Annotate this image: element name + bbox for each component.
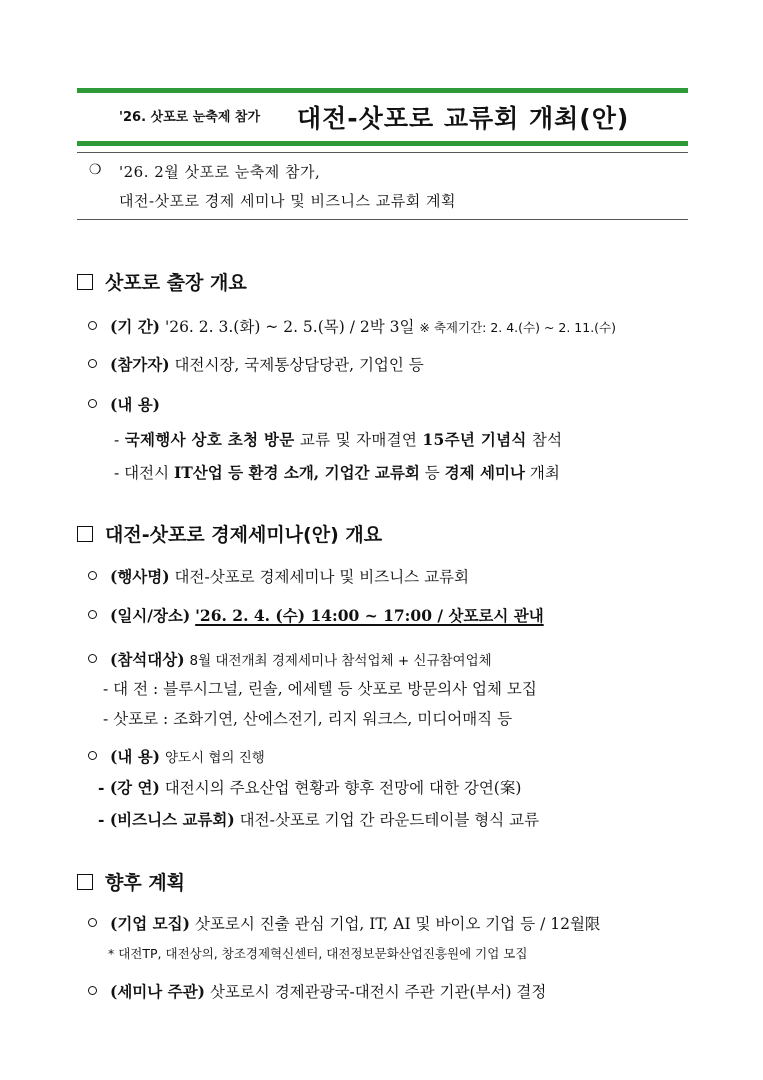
- item-label: - (강 연): [98, 778, 160, 797]
- item-label: (기업 모집): [110, 914, 190, 933]
- item-label: (세미나 주관): [110, 982, 205, 1001]
- text: - 대전시: [114, 464, 175, 482]
- item-seminar-content: [88, 745, 265, 767]
- item-value: 대전-삿포로 기업 간 라운드테이블 형식 교류: [239, 811, 540, 829]
- emphasis: 15주년 기념식: [422, 430, 527, 449]
- item-label: (일시/장소): [110, 606, 191, 625]
- circle-bullet-icon: [88, 986, 97, 995]
- item-value: 대전시의 주요산업 현황과 향후 전망에 대한 강연(案): [164, 779, 522, 797]
- item-value: 양도시 협의 진행: [164, 750, 265, 766]
- section-heading-text: 대전-삿포로 경제세미나(안) 개요: [105, 524, 383, 546]
- circle-bullet-icon: [88, 359, 97, 368]
- page-title: 대전-삿포로 교류회 개최(안): [297, 104, 630, 133]
- title-bottom-rule: [77, 141, 688, 146]
- attendees-daejeon: - 대 전 : 블루시그널, 린솔, 에세텔 등 삿포로 방문의사 업체 모집: [103, 680, 537, 698]
- checkbox-square-icon: [77, 526, 93, 542]
- item-lecture: [98, 776, 521, 798]
- emphasis: IT산업 등 환경 소개, 기업간 교류회: [174, 463, 420, 482]
- text: 참석: [526, 431, 563, 449]
- section-heading-trip: [77, 268, 247, 295]
- content-detail-1: [114, 428, 562, 450]
- summary-line-1: '26. 2월 삿포로 눈축제 참가,: [119, 163, 321, 181]
- item-host: [88, 980, 546, 1002]
- summary-line-2: 대전-삿포로 경제 세미나 및 비즈니스 교류회 계획: [119, 192, 456, 210]
- item-label: (참석대상): [110, 650, 185, 669]
- dash: -: [114, 431, 125, 449]
- item-label: (내 용): [110, 747, 161, 766]
- section-heading-text: 향후 계획: [105, 872, 186, 894]
- item-participants: [88, 353, 424, 375]
- summary-box: [77, 152, 688, 220]
- item-value: 삿포로시 경제관광국-대전시 주관 기관(부서) 결정: [209, 983, 547, 1001]
- circle-bullet-icon: [88, 654, 97, 663]
- item-value: 8월 대전개최 경제세미나 참석업체 + 신규참여업체: [189, 653, 492, 669]
- item-attendees: [88, 648, 492, 670]
- circle-bullet-icon: [88, 918, 97, 927]
- item-label: (참가자): [110, 355, 170, 374]
- emphasis: 국제행사 상호 초청 방문: [124, 430, 295, 449]
- item-label: (내 용): [110, 395, 161, 414]
- item-content: [88, 393, 160, 415]
- circle-bullet-icon: [88, 751, 97, 760]
- title-subtitle: '26. 삿포로 눈축제 참가: [119, 110, 261, 125]
- item-business-exchange: [98, 808, 539, 830]
- section-heading-plan: [77, 868, 185, 895]
- item-value: '26. 2. 3.(화) ~ 2. 5.(목) / 2박 3일: [164, 318, 415, 336]
- recruit-note: * 대전TP, 대전상의, 창조경제혁신센터, 대전정보문화산업진흥원에 기업 모집: [108, 946, 528, 961]
- item-value: '26. 2. 4. (수) 14:00 ~ 17:00 / 삿포로시 관내: [195, 606, 544, 625]
- content-detail-2: [114, 461, 560, 483]
- circle-bullet-icon: [88, 571, 97, 580]
- item-value: 대전시장, 국제통상담당관, 기업인 등: [174, 356, 424, 374]
- item-date-place: [88, 604, 544, 626]
- circle-bullet-icon: [88, 321, 97, 330]
- title-box: [77, 88, 688, 148]
- summary-bullet-icon: ❍: [89, 162, 102, 178]
- item-value: 삿포로시 진출 관심 기업, IT, AI 및 바이오 기업 등 / 12월限: [194, 915, 601, 933]
- item-label: (기 간): [110, 317, 161, 336]
- item-recruit: [88, 912, 600, 934]
- item-value: 대전-삿포로 경제세미나 및 비즈니스 교류회: [174, 568, 469, 586]
- item-label: - (비즈니스 교류회): [98, 810, 235, 829]
- item-label: (행사명): [110, 567, 170, 586]
- checkbox-square-icon: [77, 874, 93, 890]
- circle-bullet-icon: [88, 399, 97, 408]
- text: 개최: [524, 464, 560, 482]
- item-period: [88, 315, 616, 337]
- checkbox-square-icon: [77, 274, 93, 290]
- text: 교류 및 자매결연: [294, 431, 423, 449]
- item-event-name: [88, 565, 469, 587]
- text: 등: [419, 464, 445, 482]
- circle-bullet-icon: [88, 610, 97, 619]
- item-note: ※ 축제기간: 2. 4.(수) ~ 2. 11.(수): [419, 320, 617, 335]
- emphasis: 경제 세미나: [444, 463, 525, 482]
- title-top-rule: [77, 88, 688, 93]
- section-heading-seminar: [77, 520, 382, 547]
- section-heading-text: 삿포로 출장 개요: [105, 272, 247, 294]
- attendees-sapporo: - 삿포로 : 조화기연, 산에스전기, 리지 워크스, 미디어매직 등: [103, 710, 513, 728]
